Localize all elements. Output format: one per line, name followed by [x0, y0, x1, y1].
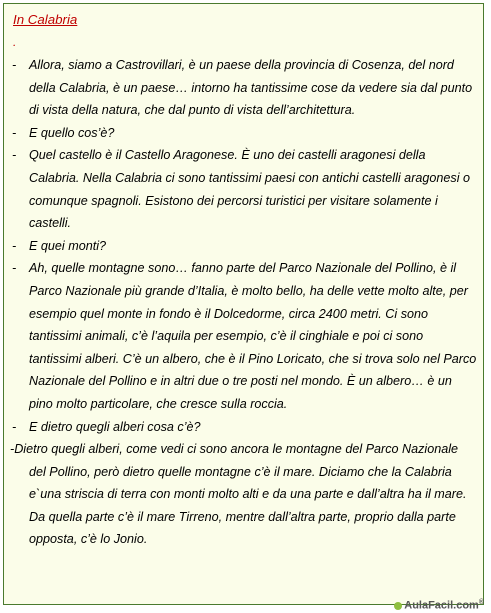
dash-marker: - — [12, 125, 17, 140]
dash-marker: - — [12, 148, 17, 163]
aulafacil-watermark — [394, 597, 484, 612]
dialogue-line — [4, 257, 483, 415]
registered-mark: ® — [478, 599, 484, 607]
dialogue-line — [4, 235, 483, 258]
dash-marker: - — [12, 419, 17, 434]
aulafacil-logo-icon — [394, 602, 402, 610]
dash-marker: - — [12, 261, 17, 276]
dialogue-line — [4, 144, 483, 234]
dialogue-text: Allora, siamo a Castrovillari, è un paese della provincia di Cosenza, del nord della Calabria, è un paese… intorno ha tantissime cose da vedere sia dal punto di vista della natura, che dal punto di vista dell’architettura. — [29, 58, 473, 118]
dialogue-line — [4, 416, 483, 439]
document-page — [3, 3, 484, 605]
dialogue-text: Quel castello è il Castello Aragonese. È uno dei castelli aragonesi della Calabria. Nella Calabria ci sono tantissimi paesi con antichi castelli aragonesi o comunque spagnoli. Esistono dei percorsi turistici per visitare solamente i castelli. — [29, 148, 471, 231]
dialogue-line — [4, 54, 483, 122]
dialogue-list — [4, 54, 483, 551]
dash-marker: - — [12, 238, 17, 253]
document-title: In Calabria — [13, 12, 78, 27]
dialogue-text: E quello cos’è? — [29, 125, 115, 140]
title-dot: . — [13, 35, 17, 49]
dialogue-line — [4, 122, 483, 145]
dialogue-text: E dietro quegli alberi cosa c’è? — [29, 419, 201, 434]
dialogue-text: -Dietro quegli alberi, come vedi ci sono ancora le montagne del Parco Nazionale del Pollino, però dietro quelle montagne c’è il mare. Diciamo che la Calabria e`una striscia di terra con monti molto alti e da una parte e dall’altra ha il mare. Da quella parte c’è il mare Tirreno, mentre dall’altra parte, proprio dalla parte opposta, c’è lo Jonio. — [10, 442, 467, 547]
watermark-text: AulaFacil.com — [404, 600, 479, 612]
dialogue-text: E quei monti? — [29, 238, 107, 253]
dash-marker: - — [12, 58, 17, 72]
dialogue-text: Ah, quelle montagne sono… fanno parte del Parco Nazionale del Pollino, è il Parco Nazionale più grande d’Italia, è molto bello, ha delle vette molto alte, per esempio quel monte in fondo è il Dolcedorme, circa 2400 metri. Ci sono tantissimi animali, c’è l’aquila per esempio, c’è il cinghiale e poi ci sono tantissimi alberi. C’è un albero, che è il Pino Loricato, che si trova solo nel Parco Nazionale del Pollino e in altri due o tre posti nel mondo. È un albero… è un pino molto particolare, che cresce sulla roccia. — [29, 261, 477, 411]
dialogue-line — [4, 438, 483, 551]
